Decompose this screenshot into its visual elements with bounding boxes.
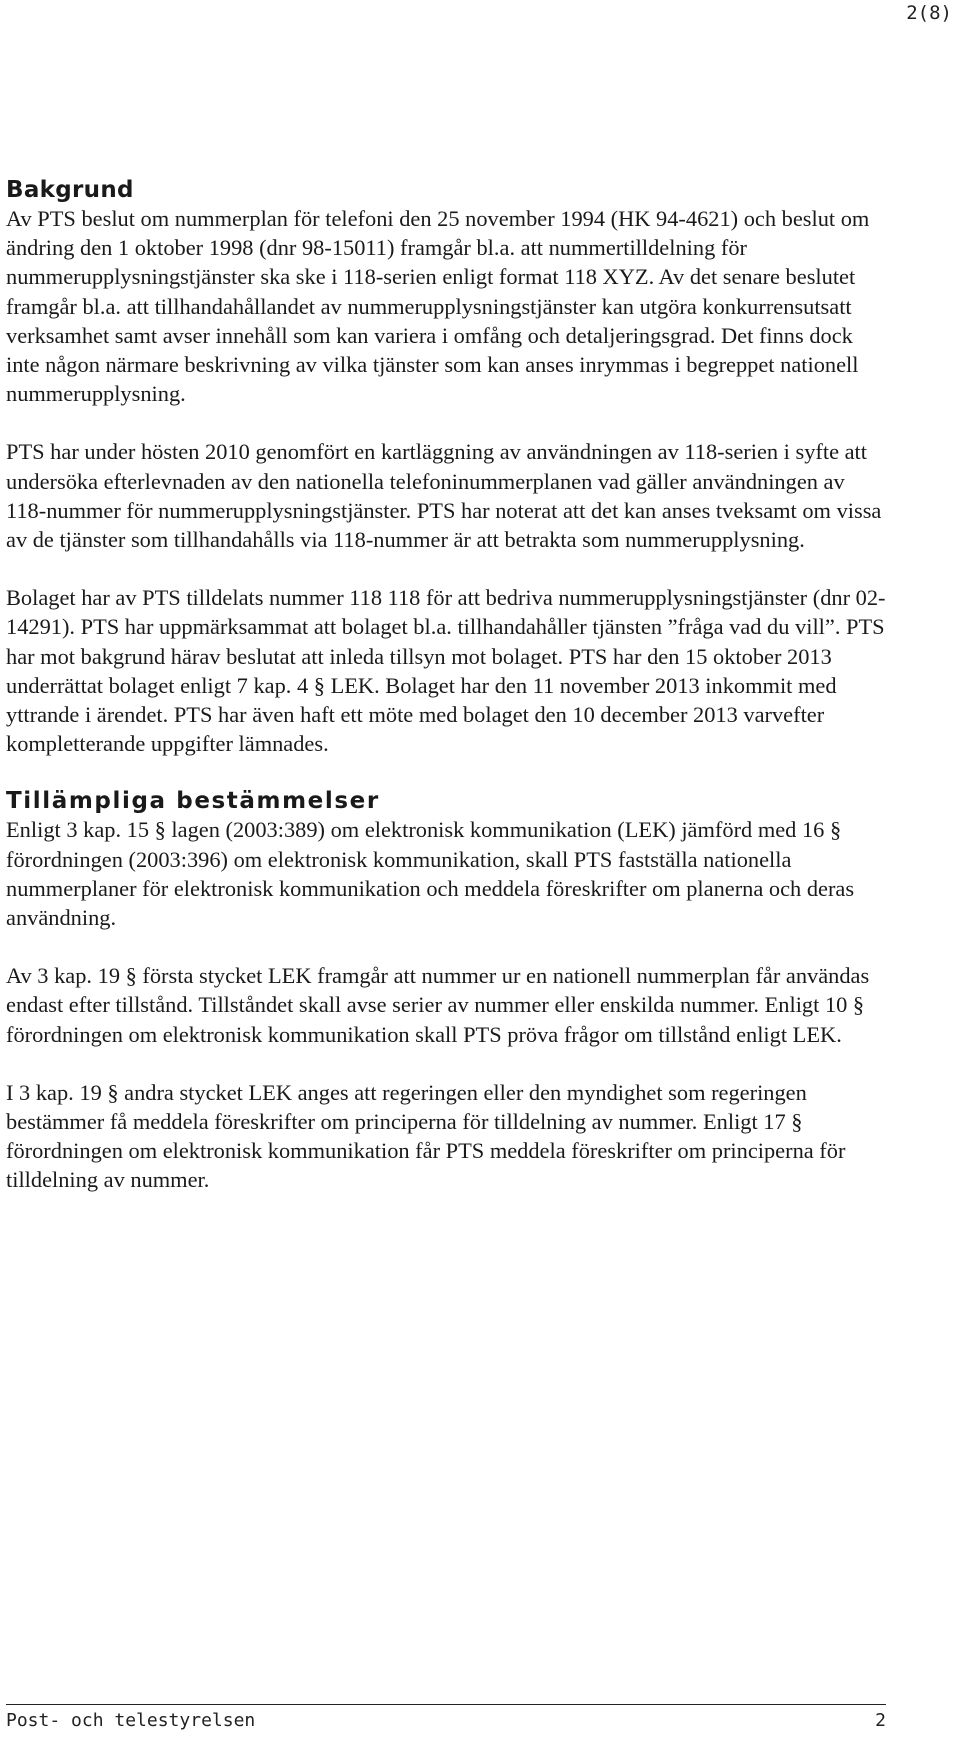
page-indicator: 2(8) xyxy=(906,2,952,24)
bakgrund-paragraph-2: PTS har under hösten 2010 genomfört en kartläggning av användningen av 118-serien i syfte att undersöka efterlevnaden av den nationella telefoninummerplanen vad gäller användningen av 118-nummer för nummerupplysningstjänster. PTS har noterat att det kan anses tveksamt om vissa av de tjänster som tillhandahålls via 118-nummer är att betrakta som nummerupplysning. xyxy=(6,439,882,553)
tillampliga-paragraph-2: Av 3 kap. 19 § första stycket LEK framgår att nummer ur en nationell nummerplan får användas endast efter tillstånd. Tillståndet skall avse serier av nummer eller enskilda nummer. Enligt 10 § förordningen om elektronisk kommunikation skall PTS pröva frågor om tillstånd enligt LEK. xyxy=(6,963,870,1047)
bakgrund-paragraph-3: Bolaget har av PTS tilldelats nummer 118 118 för att bedriva nummerupplysningstjänster (dnr 02-14291). PTS har uppmärksammat att bolaget bl.a. tillhandahåller tjänsten ”fråga vad du vill”. PTS har mot bakgrund härav beslutat att inleda tillsyn mot bolaget. PTS har den 15 oktober 2013 underrättat bolaget enligt 7 kap. 4 § LEK. Bolaget har den 11 november 2013 inkommit med yttrande i ärendet. PTS har även haft ett möte med bolaget den 10 december 2013 varvefter kompletterande uppgifter lämnades. xyxy=(6,585,886,757)
section-heading-tillampliga-bestammelser: Tillämpliga bestämmelser xyxy=(6,788,380,815)
tillampliga-paragraph-1: Enligt 3 kap. 15 § lagen (2003:389) om elektronisk kommunikation (LEK) jämförd med 16 § förordningen (2003:396) om elektronisk kommunikation, skall PTS fastställa nationella nummerplaner för elektronisk kommunikation och meddela föreskrifter om planerna och deras användning. xyxy=(6,817,855,931)
footer-organization: Post- och telestyrelsen xyxy=(6,1710,256,1731)
section-heading-bakgrund: Bakgrund xyxy=(6,177,134,203)
tillampliga-paragraph-3: I 3 kap. 19 § andra stycket LEK anges att regeringen eller den myndighet som regeringen bestämmer få meddela föreskrifter om principerna för tilldelning av nummer. Enligt 17 § förordningen om elektronisk kommunikation får PTS meddela föreskrifter om principerna för tilldelning av nummer. xyxy=(6,1079,846,1193)
footer-page-number: 2 xyxy=(875,1710,886,1731)
bakgrund-paragraph-1: Av PTS beslut om nummerplan för telefoni den 25 november 1994 (HK 94-4621) och beslut om ändring den 1 oktober 1998 (dnr 98-15011) framgår bl.a. att nummertilldelning för nummerupplysningstjänster ska ske i 118-serien enligt format 118 XYZ. Av det senare beslutet framgår bl.a. att tillhandahållandet av nummerupplysningstjänster kan utgöra konkurrensutsatt verksamhet samt avser innehåll som kan variera i omfång och detaljeringsgrad. Det finns dock inte någon närmare beskrivning av vilka tjänster som kan anses inrymmas i begreppet nationell nummerupplysning. xyxy=(6,206,870,407)
footer-divider xyxy=(6,1704,886,1705)
document-body xyxy=(6,176,886,1224)
